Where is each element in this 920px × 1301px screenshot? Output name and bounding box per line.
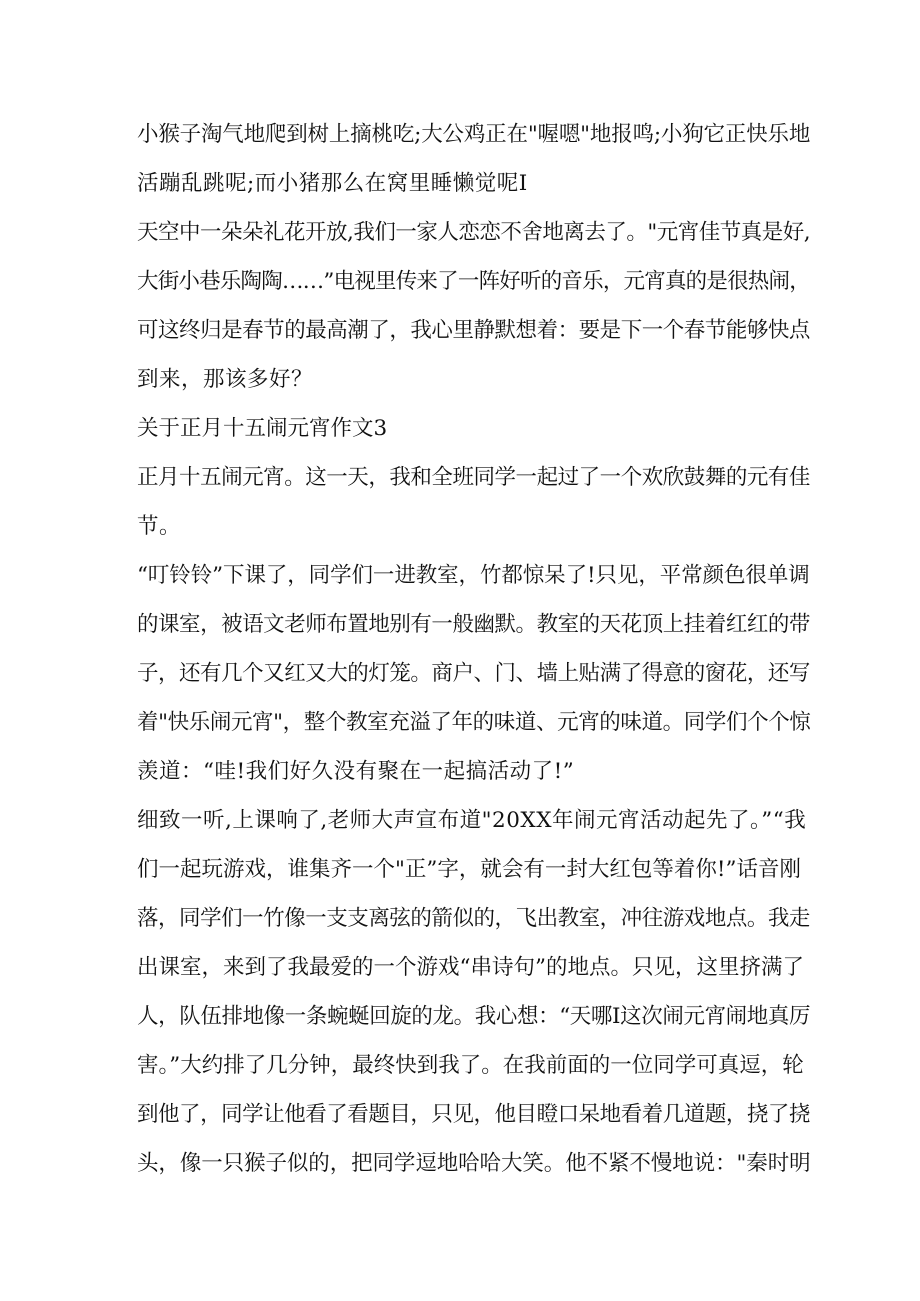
text-line: 羡道：“哇!我们好久没有聚在一起搞活动了!”: [137, 759, 575, 784]
text-line: 落，同学们一竹像一支支离弦的箭似的，飞出教室，冲往游戏地点。我走: [137, 906, 810, 931]
text-line: 可这终归是春节的最高潮了，我心里静默想着：要是下一个春节能够快点: [137, 318, 810, 343]
text-line: 大街小巷乐陶陶……”电视里传来了一阵好听的音乐，元宵真的是很热闹，: [137, 269, 810, 294]
text-line: 细致一听,上课响了,老师大声宣布道"20XX年闹元宵活动起先了。”“我: [137, 808, 807, 833]
text-line: 活蹦乱跳呢;而小猪那么在窝里睡懒觉呢I: [137, 171, 528, 196]
paragraph-2: [137, 208, 810, 404]
paragraph-5: [137, 796, 810, 1188]
text-line: 天空中一朵朵礼花开放,我们一家人恋恋不舍地离去了。"元宵佳节真是好,: [137, 220, 811, 245]
paragraph-4: [137, 551, 810, 796]
paragraph-3: [137, 453, 810, 551]
text-line: 出课室，来到了我最爱的一个游戏“串诗句”的地点。只见，这里挤满了: [137, 955, 804, 980]
text-line: 到来，那该多好？: [137, 367, 314, 392]
text-line: 们一起玩游戏，谁集齐一个"正”字，就会有一封大红包等着你!”话音刚: [137, 857, 802, 882]
text-line: 着"快乐闹元宵"，整个教室充溢了年的味道、元宵的味道。同学们个个惊: [137, 710, 811, 735]
text-line: 头，像一只猴子似的，把同学逗地哈哈大笑。他不紧不慢地说："秦时明: [137, 1151, 811, 1176]
text-line: 的课室，被语文老师布置地别有一般幽默。教室的天花顶上挂着红红的带: [137, 612, 810, 637]
text-line: 节。: [137, 514, 182, 539]
text-line: 害。”大约排了几分钟，最终快到我了。在我前面的一位同学可真逗，轮: [137, 1053, 804, 1078]
text-line: 到他了，同学让他看了看题目，只见，他目瞪口呆地看着几道题，挠了挠: [137, 1102, 810, 1127]
section-heading: 关于正月十五闹元宵作文3: [137, 416, 388, 441]
text-line: 子，还有几个又红又大的灯笼。商户、门、墙上贴满了得意的窗花，还写: [137, 661, 810, 686]
text-line: 人，队伍排地像一条蜿蜒回旋的龙。我心想：“天哪I这次闹元宵闹地真厉: [137, 1004, 811, 1029]
text-line: 正月十五闹元宵。这一天，我和全班同学一起过了一个欢欣鼓舞的元有佳: [137, 465, 810, 490]
paragraph-1: [137, 110, 810, 208]
text-line: 小猴子淘气地爬到树上摘桃吃;大公鸡正在"喔嗯"地报鸣;小狗它正快乐地: [137, 122, 811, 147]
text-line: “叮铃铃”下课了，同学们一进教室，竹都惊呆了!只见，平常颜色很单调: [137, 563, 810, 588]
